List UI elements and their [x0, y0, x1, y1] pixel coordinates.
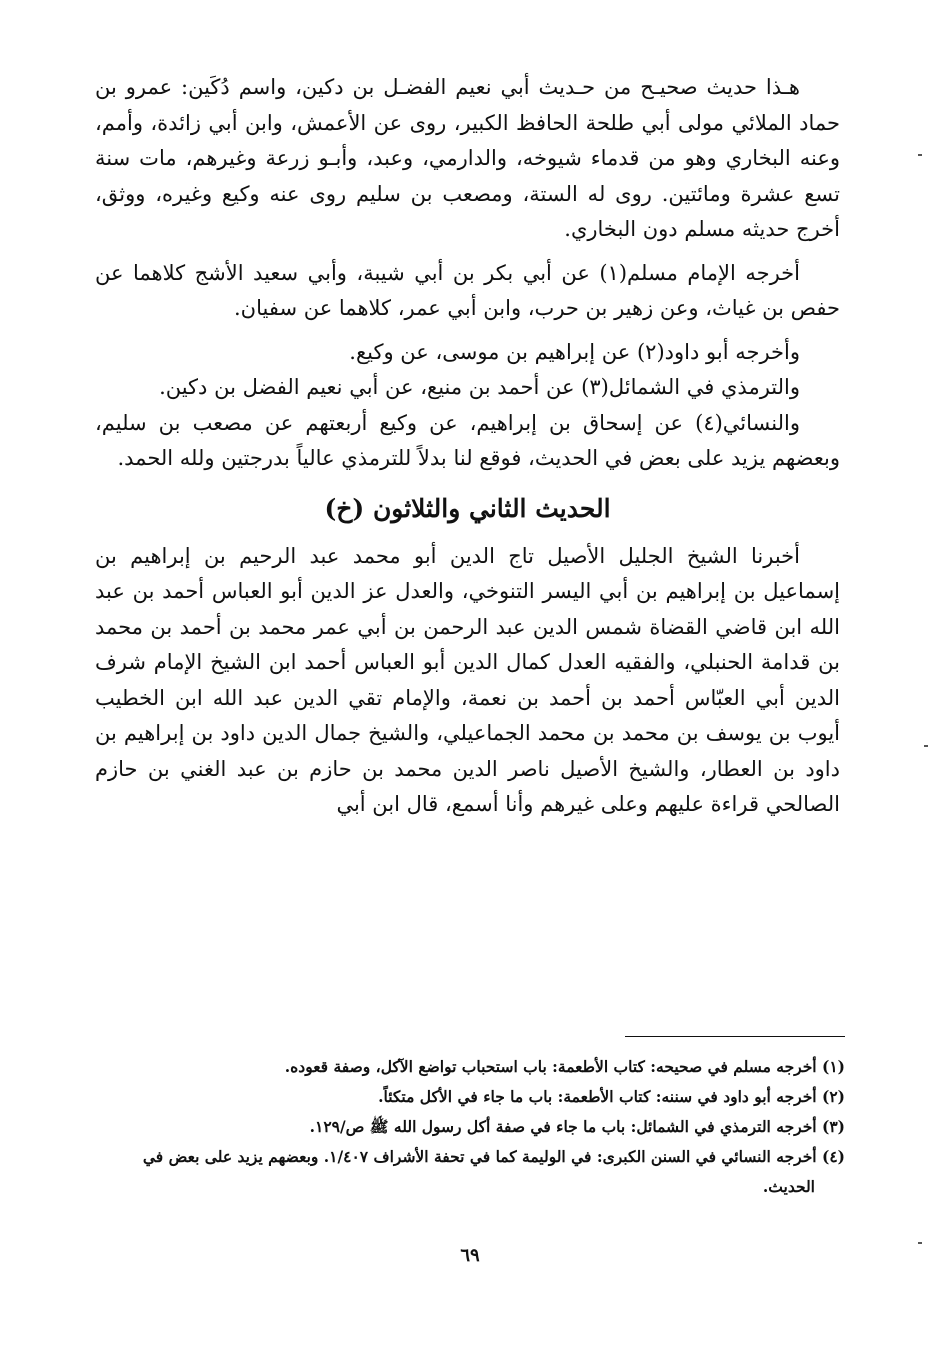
line-abu-dawud: وأخرجه أبو داود(٢) عن إبراهيم بن موسى، عن وكيع. [349, 339, 800, 364]
page-body [95, 70, 840, 823]
footnotes [100, 1052, 845, 1202]
footnote-divider [625, 1036, 845, 1037]
margin-mark [918, 1242, 922, 1244]
footnote-1: (١) أخرجه مسلم في صحيحه: كتاب الأطعمة: باب استحباب تواضع الآكل، وصفة قعوده. [284, 1057, 845, 1076]
page-number: ٦٩ [460, 1245, 480, 1266]
footnote-4-continuation: الحديث. [762, 1177, 815, 1196]
footnote-4: (٤) أخرجه النسائي في السنن الكبرى: في الوليمة كما في تحفة الأشراف ١/٤٠٧. وبعضهم يزيد على بعض في [142, 1147, 845, 1166]
paragraph-2: أخرجه الإمام مسلم(١) عن أبي بكر بن أبي شيبة، وأبي سعيد الأشج كلاهما عن حفص بن غياث، وعن زهير بن حرب، وابن أبي عمر، كلاهما عن سفيان. [95, 260, 840, 320]
paragraph-3: والنسائي(٤) عن إسحاق بن إبراهيم، عن وكيع أربعتهم عن مصعب بن سليم، وبعضهم يزيد على بعض في الحديث، فوقع لنا بدلاً للترمذي عالياً بدرجتين ولله الحمد. [95, 410, 840, 470]
footnote-2: (٢) أخرجه أبو داود في سننه: كتاب الأطعمة: باب ما جاء في الأكل متكئاً. [378, 1087, 845, 1106]
margin-mark [918, 154, 922, 156]
paragraph-1: هـذا حديث صحيـح من حـديث أبي نعيم الفضـل بن دكين، واسم دُكَين: عمرو بن حماد الملائي مولى أبي طلحة الحافظ الكبير، روى عن الأعمش، وابن أبي زائدة، وأمم، وعنه البخاري وهو من قدماء شيوخه، والدارمي، وعبد، وأبـو زرعة وغيرهم، مات سنة تسع عشرة ومائتين. روى له الستة، ومصعب بن سليم روى عنه وكيع وغيره، ووثق، أخرج حديثه مسلم دون البخاري. [95, 75, 840, 241]
margin-mark [924, 745, 928, 747]
line-tirmidhi: والترمذي في الشمائل(٣) عن أحمد بن منيع، عن أبي نعيم الفضل بن دكين. [159, 375, 800, 399]
paragraph-4: أخبرنا الشيخ الجليل الأصيل تاج الدين أبو محمد عبد الرحيم بن إبراهيم بن إسماعيل بن إبراهيم بن أبي اليسر التنوخي، والعدل عز الدين أبو العباس أحمد بن عبد الله ابن قاضي القضاة شمس الدين عبد الرحمن بن أبي عمر محمد بن أحمد بن محمد بن قدامة الحنبلي، والفقيه العدل كمال الدين أبو العباس أحمد ابن الشيخ الإمام شرف الدين أبي العبّاس أحمد بن أحمد بن نعمة، والإمام تقي الدين عبد الله ابن الخطيب أيوب بن يوسف بن محمد بن محمد الجماعيلي، والشيخ جمال الدين داود بن إبراهيم بن داود بن العطار، والشيخ الأصيل ناصر الدين محمد بن حازم بن عبد الغني بن حازم الصالحي قراءة عليهم وعلى غيرهم وأنا أسمع، قال ابن أبي [95, 543, 840, 816]
footnote-3: (٣) أخرجه الترمذي في الشمائل: باب ما جاء في صفة أكل رسول الله ﷺ ص/١٢٩. [309, 1117, 845, 1136]
section-heading: الحديث الثاني والثلاثون (خ) [324, 493, 611, 523]
